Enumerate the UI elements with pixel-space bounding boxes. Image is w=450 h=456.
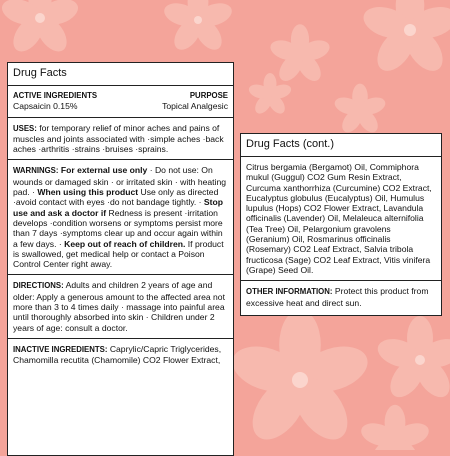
- stop-use-heading: Stop use and ask a doctor if: [13, 197, 224, 218]
- inactive-ingredients-label: INACTIVE INGREDIENTS:: [13, 344, 108, 354]
- active-ingredients-section: [8, 86, 233, 118]
- drug-facts-continued-title: Drug Facts (cont.): [241, 134, 441, 157]
- other-information-section: [241, 281, 441, 313]
- flower-decoration: [268, 24, 332, 85]
- ingredients-continued-section: [241, 157, 441, 281]
- directions-label: DIRECTIONS:: [13, 281, 64, 291]
- flower-decoration: [374, 316, 450, 403]
- external-use-warning: For external use only: [58, 165, 148, 176]
- flower-decoration: [360, 0, 450, 78]
- warnings-label: WARNINGS:: [13, 166, 59, 176]
- uses-text: for temporary relief of minor aches and pains of muscles and joints associated with ·simple aches ·back aches ·arthritis ·strains ·bruises ·sprains.: [13, 122, 224, 155]
- keep-out-heading: Keep out of reach of children.: [64, 238, 186, 249]
- other-information-text: Protect this product from excessive heat and direct sun.: [246, 286, 429, 308]
- flower-decoration: [332, 84, 387, 136]
- warnings-text-1: · Do not use: On wounds or damaged skin · or irritated skin · with heating pad. ·: [13, 165, 227, 198]
- drug-facts-title: Drug Facts: [8, 63, 233, 86]
- purpose-value: Topical Analgesic: [162, 101, 228, 112]
- drug-facts-panel: [7, 62, 234, 456]
- drug-facts-continued-panel: [240, 133, 442, 316]
- flower-decoration: [161, 0, 234, 55]
- purpose-header: PURPOSE: [189, 91, 228, 100]
- warnings-section: [8, 160, 233, 275]
- warnings-text-3: Redness is present ·irritation develops ·condition worsens or symptoms persist more than 7 days ·symptoms clear up and occur again within a few days. ·: [13, 207, 223, 249]
- active-ingredients-header: ACTIVE INGREDIENTS: [13, 91, 98, 100]
- warnings-text-2: Use only as directed ·avoid contact with eyes ·do not bandage tightly. ·: [13, 187, 219, 208]
- flower-decoration: [358, 405, 431, 450]
- inactive-ingredients-section: [8, 339, 233, 371]
- ingredients-continued-text: Citrus bergamia (Bergamot) Oil, Commiphora mukul (Guggul) CO2 Gum Resin Extract, Curcuma xanthorrhiza (Curcumine) CO2 Extract, Eucalyptus globulus (Eucalyptus) Oil, Humulus lupulus (Hops) CO2 Flower Extract, Lavandula officinalis (Lavender) Oil, Melaleuca alternifolia (Tea Tree) Oil, Pelargonium gravolens (Geranium) Oil, Rosmarinus officinalis (Rosemary) CO2 Leaf Extract, Salvia tribola fructicosa (Sage) CO2 Leaf Extract, Vitis vinifera (Grape) Seed Oil.: [246, 162, 432, 275]
- directions-section: [8, 275, 233, 338]
- warnings-text-4: If product is swallowed, get medical help or contact a Poison Control Center right away.: [13, 238, 224, 270]
- other-information-label: OTHER INFORMATION:: [246, 287, 333, 297]
- flower-decoration: [0, 0, 81, 57]
- when-using-heading: When using this product: [37, 187, 139, 198]
- uses-section: [8, 118, 233, 161]
- active-ingredient-value: Capsaicin 0.15%: [13, 101, 78, 112]
- uses-label: USES:: [13, 123, 37, 133]
- directions-text: Adults and children 2 years of age and older: Apply a generous amount to the affected area not more than 3 to 4 times daily · massage into painful area until thoroughly absorbed into skin · Children under 2 years of age: consult a doctor.: [13, 280, 225, 333]
- inactive-ingredients-text: Caprylic/Capric Triglycerides, Chamomilla recutita (Chamomile) CO2 Flower Extract,: [13, 343, 222, 366]
